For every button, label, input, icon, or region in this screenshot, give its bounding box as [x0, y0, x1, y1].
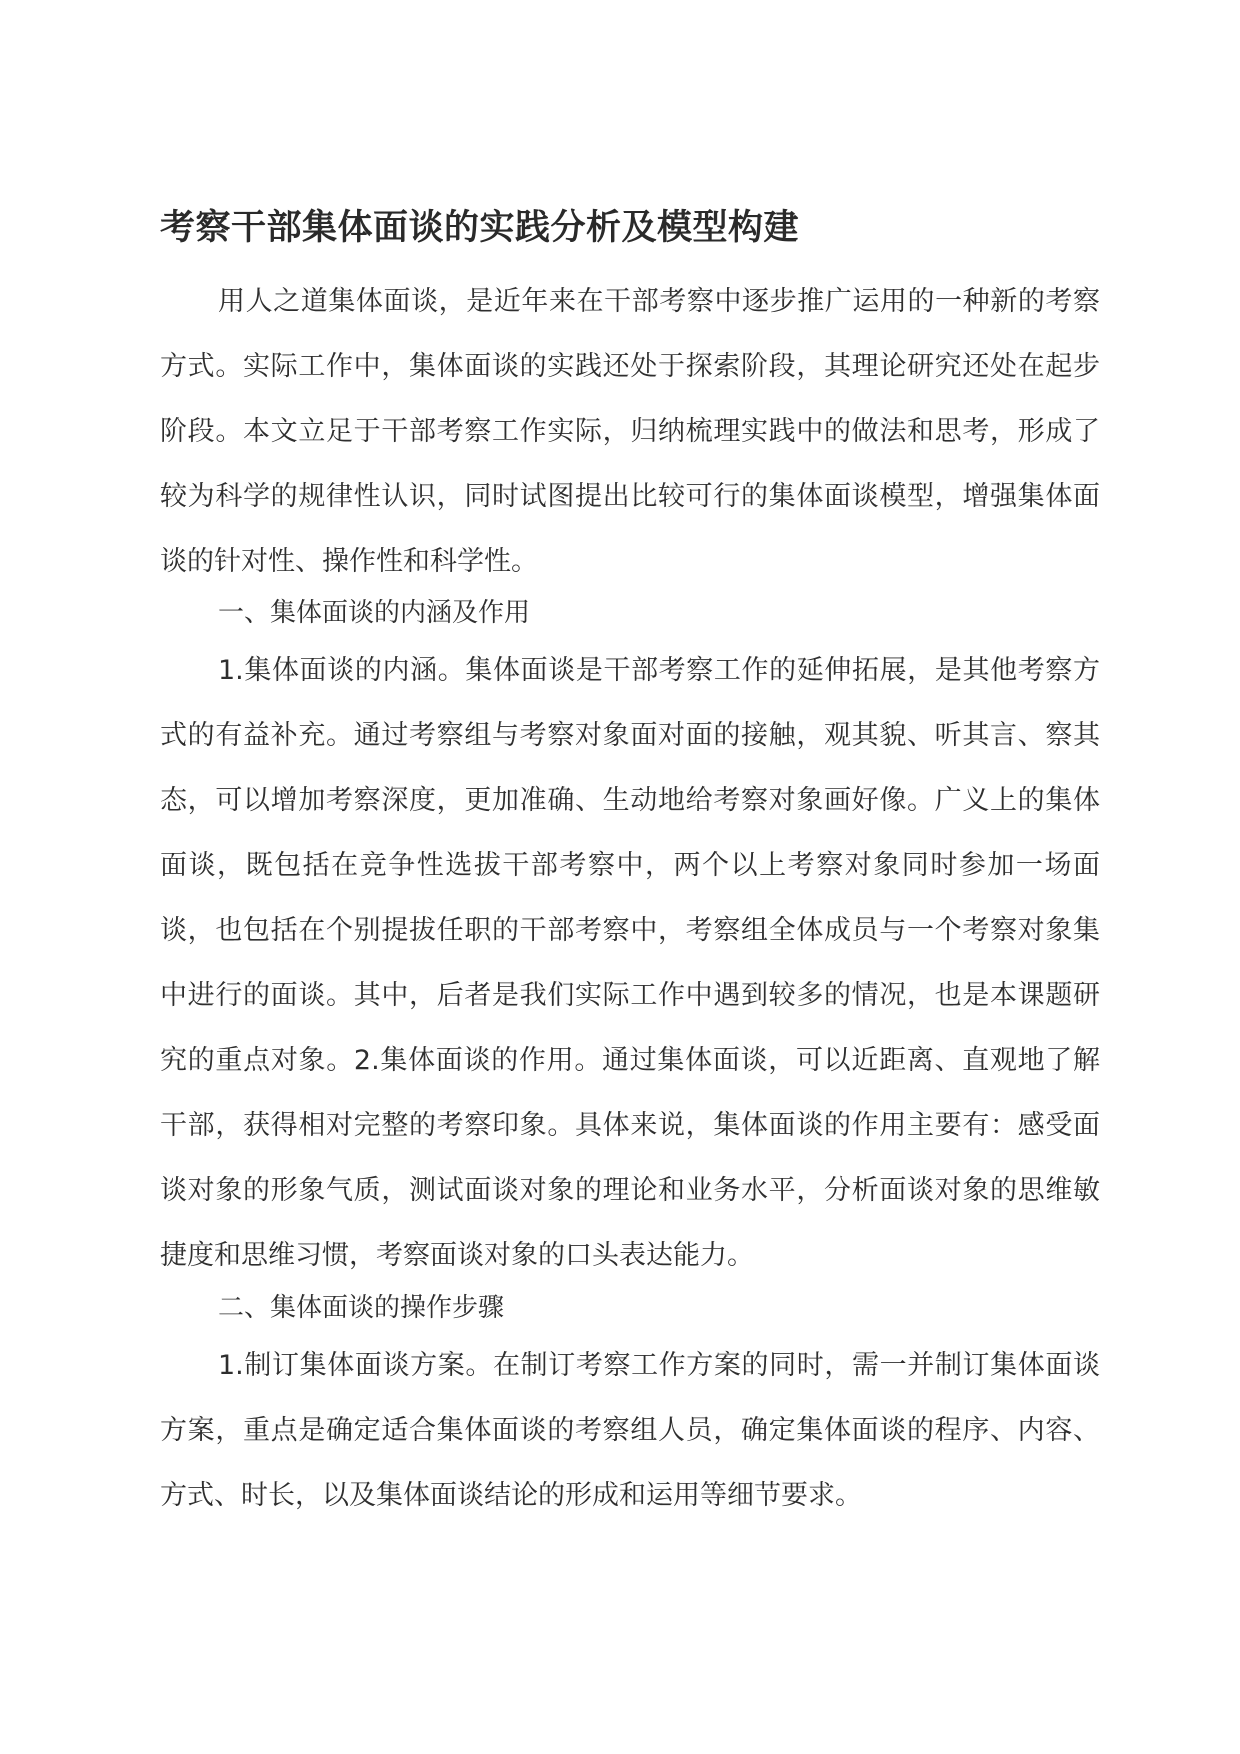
section-1-heading: 一、集体面谈的内涵及作用 — [218, 598, 531, 628]
document-title: 考察干部集体面谈的实践分析及模型构建 — [160, 208, 800, 248]
section-2-heading: 二、集体面谈的操作步骤 — [218, 1293, 505, 1323]
document-body — [160, 198, 1100, 1528]
intro-paragraph: 用人之道集体面谈，是近年来在干部考察中逐步推广运用的一种新的考察方式。实际工作中，集体面谈的实践还处于探索阶段，其理论研究还处在起步阶段。本文立足于干部考察工作实际，归纳梳理实践中的做法和思考，形成了较为科学的规律性认识，同时试图提出比较可行的集体面谈模型，增强集体面谈的针对性、操作性和科学性。 — [160, 286, 1100, 577]
section-1-paragraph: 1.集体面谈的内涵。集体面谈是干部考察工作的延伸拓展，是其他考察方式的有益补充。通过考察组与考察对象面对面的接触，观其貌、听其言、察其态，可以增加考察深度，更加准确、生动地给考察对象画好像。广义上的集体面谈，既包括在竞争性选拔干部考察中，两个以上考察对象同时参加一场面谈，也包括在个别提拔任职的干部考察中，考察组全体成员与一个考察对象集中进行的面谈。其中，后者是我们实际工作中遇到较多的情况，也是本课题研究的重点对象。2.集体面谈的作用。通过集体面谈，可以近距离、直观地了解干部，获得相对完整的考察印象。具体来说，集体面谈的作用主要有：感受面谈对象的形象气质，测试面谈对象的理论和业务水平，分析面谈对象的思维敏捷度和思维习惯，考察面谈对象的口头表达能力。 — [160, 655, 1100, 1271]
section-2-paragraph: 1.制订集体面谈方案。在制订考察工作方案的同时，需一并制订集体面谈方案，重点是确定适合集体面谈的考察组人员，确定集体面谈的程序、内容、方式、时长，以及集体面谈结论的形成和运用等细节要求。 — [160, 1350, 1100, 1511]
